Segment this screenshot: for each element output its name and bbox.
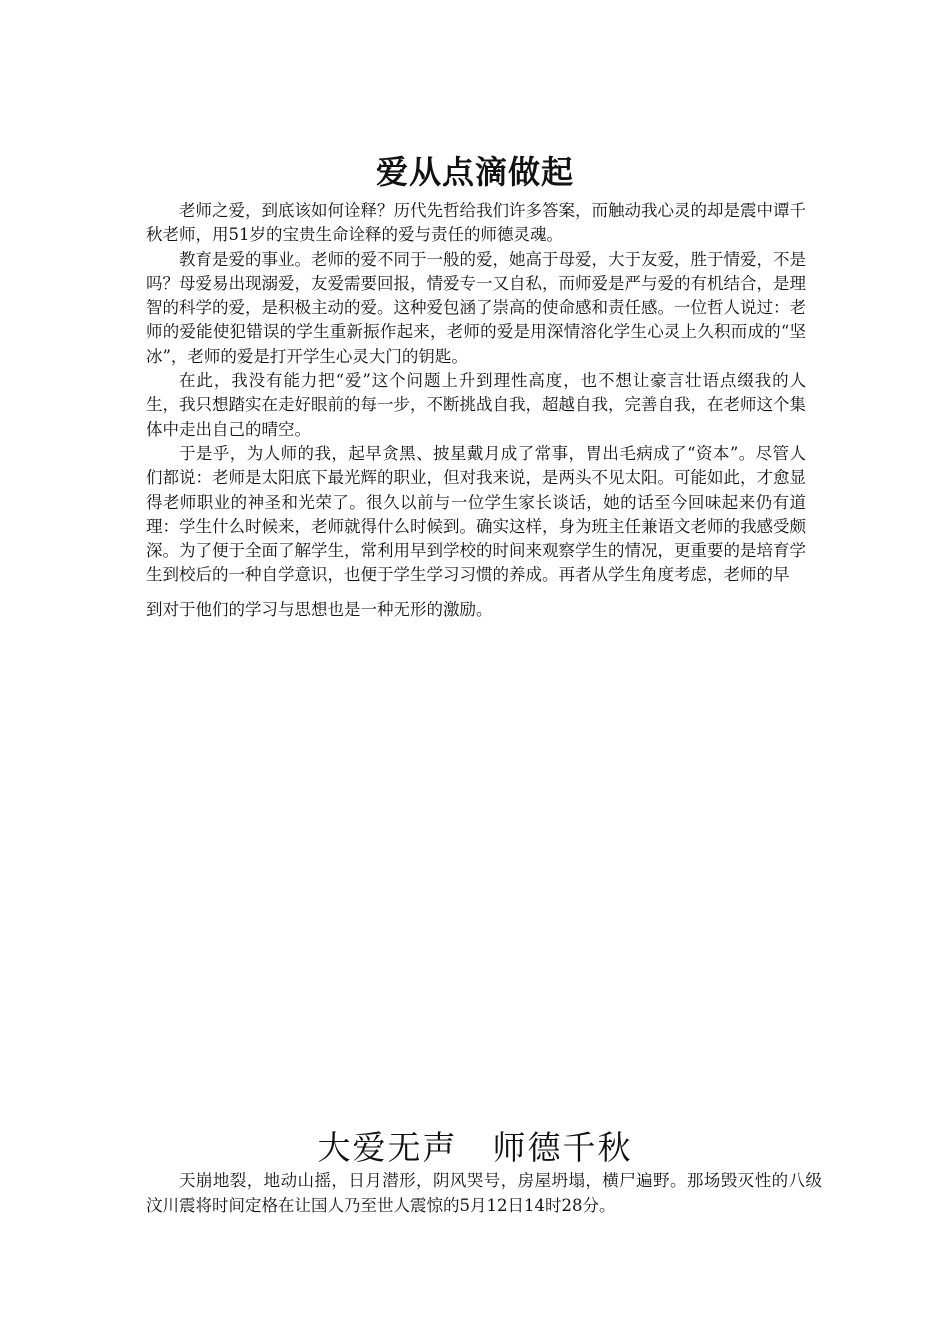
paragraph-continuation: 到对于他们的学习与思想也是一种无形的激励。 [146,599,493,619]
second-article-body [146,1169,822,1218]
paragraph: 教育是爱的事业。老师的爱不同于一般的爱，她高于母爱，大于友爱，胜于情爱，不是吗？母爱易出现溺爱，友爱需要回报，情爱专一又自私，而师爱是严与爱的有机结合，是理智的科学的爱，是积极主动的爱。这种爱包涵了崇高的使命感和责任感。一位哲人说过：老师的爱能使犯错误的学生重新振作起来，老师的爱是用深情溶化学生心灵上久积而成的“坚冰”，老师的爱是打开学生心灵大门的钥匙。 [146,249,806,366]
paragraph: 在此，我没有能力把“爱”这个问题上升到理性高度，也不想让豪言壮语点缀我的人生，我只想踏实在走好眼前的每一步，不断挑战自我，超越自我，完善自我，在老师这个集体中走出自己的晴空。 [146,371,806,439]
paragraph: 于是乎，为人师的我，起早贪黑、披星戴月成了常事，胃出毛病成了“资本”。尽管人们都说：老师是太阳底下最光辉的职业，但对我来说，是两头不见太阳。可能如此，才愈显得老师职业的神圣和光荣了。很久以前与一位学生家长谈话，她的话至今回味起来仍有道理：学生什么时候来，老师就得什么时候到。确实这样，身为班主任兼语文老师的我感受颇深。为了便于全面了解学生，常利用早到学校的时间来观察学生的情况，更重要的是培育学生到校后的一种自学意识，也便于学生学习习惯的养成。再者从学生角度考虑，老师的早 [146,443,806,585]
article-body [146,199,806,622]
article-title: 爱从点滴做起 [375,153,574,192]
paragraph: 天崩地裂，地动山摇，日月潜形，阴风哭号，房屋坍塌，横尸遍野。那场毁灭性的八级汶川震将时间定格在让国人乃至世人震惊的5月12日14时28分。 [146,1171,822,1215]
second-article-title: 大爱无声 师德千秋 [317,1128,633,1168]
paragraph: 老师之爱，到底该如何诠释？历代先哲给我们许多答案，而触动我心灵的却是震中谭千秋老师，用51岁的宝贵生命诠释的爱与责任的师德灵魂。 [146,201,806,245]
